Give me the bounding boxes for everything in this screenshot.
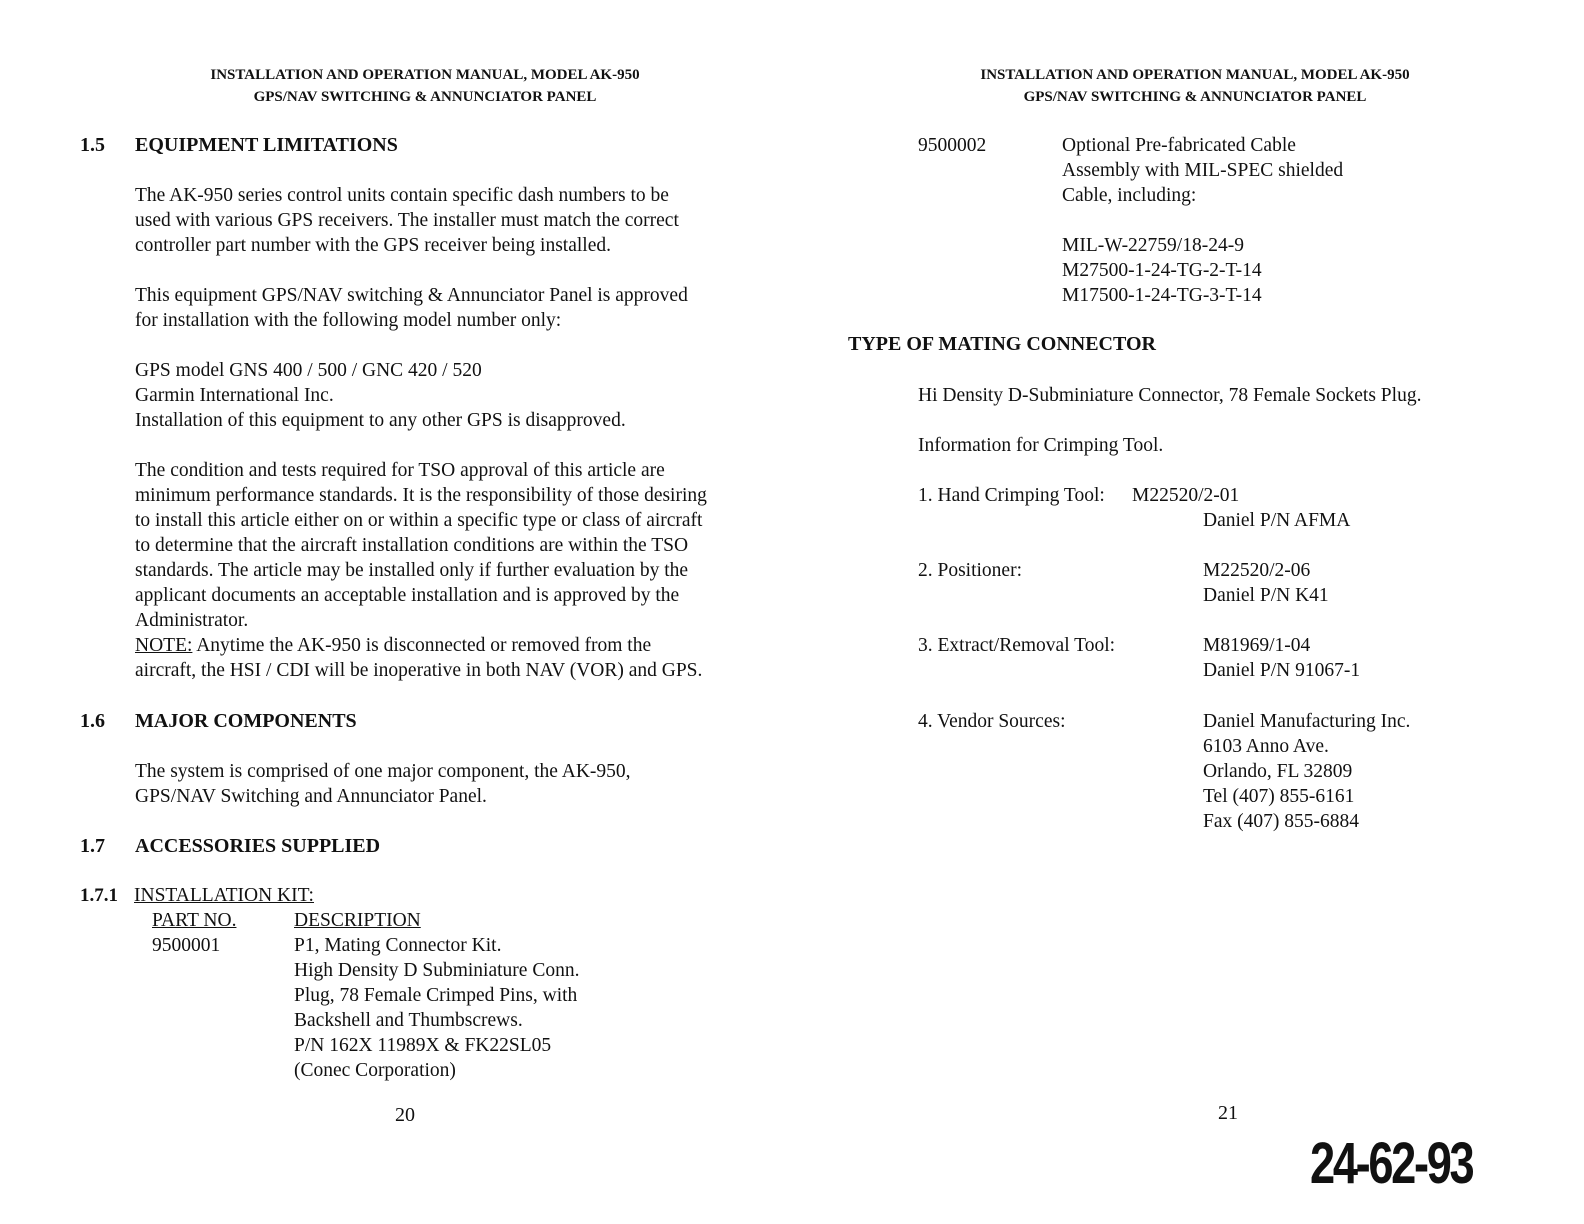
note-label: NOTE: bbox=[135, 635, 193, 656]
description-column-header: DESCRIPTION bbox=[294, 910, 421, 931]
cable-part-number: 9500002 bbox=[918, 135, 987, 156]
kit-part-number: 9500001 bbox=[152, 935, 221, 956]
text-line: Fax (407) 855-6884 bbox=[1203, 811, 1359, 832]
section-1-6-number: 1.6 bbox=[80, 710, 105, 732]
section-1-7-number: 1.7 bbox=[80, 835, 105, 857]
text-line: controller part number with the GPS receiver being installed. bbox=[135, 235, 611, 256]
section-1-7-1-number: 1.7.1 bbox=[80, 885, 118, 906]
gps-model-paragraph bbox=[135, 358, 626, 433]
text-line: Orlando, FL 32809 bbox=[1203, 761, 1353, 782]
text-line: The AK-950 series control units contain specific dash numbers to be bbox=[135, 185, 669, 206]
text-line: used with various GPS receivers. The installer must match the correct bbox=[135, 210, 679, 231]
text-line: Daniel Manufacturing Inc. bbox=[1203, 711, 1411, 732]
left-header-line2: GPS/NAV SWITCHING & ANNUNCIATOR PANEL bbox=[253, 89, 597, 105]
right-header-line1: INSTALLATION AND OPERATION MANUAL, MODEL AK-950 bbox=[980, 67, 1410, 83]
crimp-info-text: Information for Crimping Tool. bbox=[918, 435, 1164, 456]
tool-value: Daniel P/N AFMA bbox=[1203, 510, 1351, 531]
section-1-5-title: EQUIPMENT LIMITATIONS bbox=[135, 134, 398, 156]
text-line: Plug, 78 Female Crimped Pins, with bbox=[294, 985, 578, 1006]
tool-label: 1. Hand Crimping Tool: bbox=[918, 485, 1105, 506]
text-line: to install this article either on or within a specific type or class of aircraft bbox=[135, 510, 703, 531]
tool-label: 3. Extract/Removal Tool: bbox=[918, 635, 1116, 656]
text-line: M17500-1-24-TG-3-T-14 bbox=[1062, 285, 1262, 306]
right-header-line2: GPS/NAV SWITCHING & ANNUNCIATOR PANEL bbox=[1023, 89, 1367, 105]
section-1-7-title: ACCESSORIES SUPPLIED bbox=[135, 835, 381, 857]
text-line: minimum performance standards. It is the responsibility of those desiring bbox=[135, 485, 707, 506]
section-1-6-title: MAJOR COMPONENTS bbox=[135, 710, 357, 732]
text-line: Installation of this equipment to any other GPS is disapproved. bbox=[135, 410, 626, 431]
mating-connector-title: TYPE OF MATING CONNECTOR bbox=[848, 333, 1156, 355]
text-line: Optional Pre-fabricated Cable bbox=[1062, 135, 1296, 156]
tool-value: M22520/2-01 bbox=[1132, 485, 1240, 506]
left-page-number: 20 bbox=[395, 1104, 415, 1126]
part-no-column-header: PART NO. bbox=[152, 910, 237, 931]
text-line: Tel (407) 855-6161 bbox=[1203, 786, 1355, 807]
text-line: Garmin International Inc. bbox=[135, 385, 334, 406]
tool-label: 4. Vendor Sources: bbox=[918, 711, 1066, 732]
text-line: M27500-1-24-TG-2-T-14 bbox=[1062, 260, 1262, 281]
tool-values bbox=[1203, 633, 1360, 683]
text-line: Cable, including: bbox=[1062, 185, 1197, 206]
left-header-line1: INSTALLATION AND OPERATION MANUAL, MODEL AK-950 bbox=[210, 67, 640, 83]
vendor-address bbox=[1203, 709, 1410, 834]
text-line: The condition and tests required for TSO approval of this article are bbox=[135, 460, 665, 481]
text-line: Backshell and Thumbscrews. bbox=[294, 1010, 523, 1031]
connector-text: Hi Density D-Subminiature Connector, 78 Female Sockets Plug. bbox=[918, 385, 1422, 406]
kit-description bbox=[294, 933, 579, 1083]
text-line: P1, Mating Connector Kit. bbox=[294, 935, 502, 956]
text-line: This equipment GPS/NAV switching & Annunciator Panel is approved bbox=[135, 285, 688, 306]
text-line: Administrator. bbox=[135, 610, 249, 631]
text-line: standards. The article may be installed only if further evaluation by the bbox=[135, 560, 689, 581]
text-line: The system is comprised of one major component, the AK-950, bbox=[135, 761, 631, 782]
limitations-paragraph-1 bbox=[135, 183, 679, 258]
text-line: applicant documents an acceptable installation and is approved by the bbox=[135, 585, 680, 606]
limitations-paragraph-2 bbox=[135, 283, 688, 333]
note-text: Anytime the AK-950 is disconnected or removed from the bbox=[192, 635, 652, 656]
cable-specs bbox=[1062, 233, 1262, 308]
text-line: Assembly with MIL-SPEC shielded bbox=[1062, 160, 1344, 181]
text-line: to determine that the aircraft installation conditions are within the TSO bbox=[135, 535, 689, 556]
text-line: P/N 162X 11989X & FK22SL05 bbox=[294, 1035, 552, 1056]
cable-description bbox=[1062, 133, 1343, 208]
text-line: GPS model GNS 400 / 500 / GNC 420 / 520 bbox=[135, 360, 482, 381]
text-line: aircraft, the HSI / CDI will be inoperative in both NAV (VOR) and GPS. bbox=[135, 660, 703, 681]
tso-paragraph bbox=[135, 458, 707, 683]
text-line: High Density D Subminiature Conn. bbox=[294, 960, 580, 981]
tool-label: 2. Positioner: bbox=[918, 560, 1023, 581]
text-line: for installation with the following model number only: bbox=[135, 310, 562, 331]
text-line: Daniel P/N 91067-1 bbox=[1203, 660, 1361, 681]
section-1-5-number: 1.5 bbox=[80, 134, 105, 156]
document-number: 24-62-93 bbox=[1310, 1131, 1473, 1196]
text-line: GPS/NAV Switching and Annunciator Panel. bbox=[135, 786, 487, 807]
text-line: M81969/1-04 bbox=[1203, 635, 1311, 656]
text-line: (Conec Corporation) bbox=[294, 1060, 456, 1081]
text-line: Daniel P/N K41 bbox=[1203, 585, 1329, 606]
tool-values bbox=[1203, 558, 1329, 608]
text-line: 6103 Anno Ave. bbox=[1203, 736, 1329, 757]
note-line bbox=[135, 633, 707, 658]
right-page-number: 21 bbox=[1218, 1102, 1238, 1124]
installation-kit-title: INSTALLATION KIT: bbox=[134, 885, 314, 906]
right-header bbox=[930, 64, 1460, 108]
text-line: MIL-W-22759/18-24-9 bbox=[1062, 235, 1244, 256]
components-paragraph bbox=[135, 759, 631, 809]
left-header bbox=[160, 64, 690, 108]
text-line: M22520/2-06 bbox=[1203, 560, 1311, 581]
